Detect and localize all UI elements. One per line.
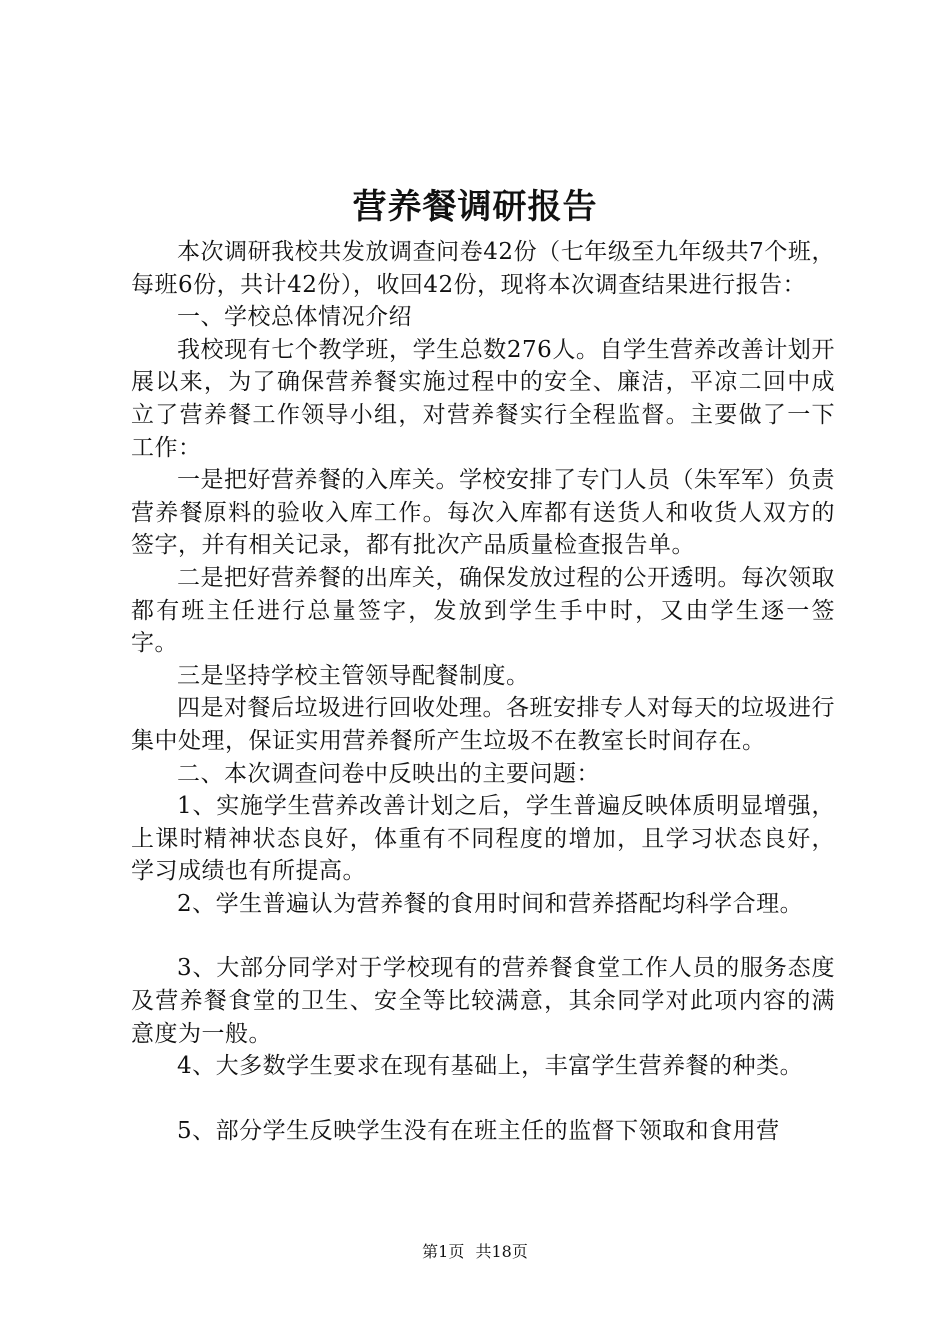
document-body (131, 236, 835, 1147)
paragraph-item-4: 四是对餐后垃圾进行回收处理。各班安排专人对每天的垃圾进行集中处理，保证实用营养餐所产生垃圾不在教室长时间存在。 (131, 695, 835, 754)
problem-item-1: 1、实施学生营养改善计划之后，学生普遍反映体质明显增强，上课时精神状态良好，体重有不同程度的增加，且学习状态良好，学习成绩也有所提高。 (131, 793, 835, 885)
section-heading-1: 一、学校总体情况介绍 (177, 304, 412, 331)
document-title: 营养餐调研报告 (352, 187, 598, 227)
paragraph-school-overview: 我校现有七个教学班，学生总数276人。自学生营养改善计划开展以来，为了确保营养餐实施过程中的安全、廉洁，平凉二回中成立了营养餐工作领导小组，对营养餐实行全程监督。主要做了一下工作： (131, 336, 835, 461)
page-total: 共18页 (475, 1242, 528, 1261)
paragraph-intro: 本次调研我校共发放调查问卷42份（七年级至九年级共7个班，每班6份，共计42份），收回42份，现将本次调查结果进行报告： (131, 239, 835, 298)
paragraph-item-1: 一是把好营养餐的入库关。学校安排了专门人员（朱军军）负责营养餐原料的验收入库工作。每次入库都有送货人和收货人双方的签字，并有相关记录，都有批次产品质量检查报告单。 (131, 467, 835, 559)
section-heading-2: 二、本次调查问卷中反映出的主要问题： (177, 760, 600, 787)
problem-item-4: 4、大多数学生要求在现有基础上，丰富学生营养餐的种类。 (177, 1053, 804, 1080)
problem-item-3: 3、大部分同学对于学校现有的营养餐食堂工作人员的服务态度及营养餐食堂的卫生、安全等比较满意，其余同学对此项内容的满意度为一般。 (131, 955, 835, 1047)
paragraph-item-2: 二是把好营养餐的出库关，确保发放过程的公开透明。每次领取都有班主任进行总量签字，发放到学生手中时，又由学生逐一签字。 (131, 564, 835, 657)
page-number: 第1页 (422, 1242, 465, 1261)
paragraph-item-3: 三是坚持学校主管领导配餐制度。 (177, 662, 530, 689)
problem-item-2: 2、学生普遍认为营养餐的食用时间和营养搭配均科学合理。 (177, 890, 804, 917)
page-footer (0, 1240, 950, 1264)
problem-item-5: 5、部分学生反映学生没有在班主任的监督下领取和食用营 (177, 1117, 780, 1144)
